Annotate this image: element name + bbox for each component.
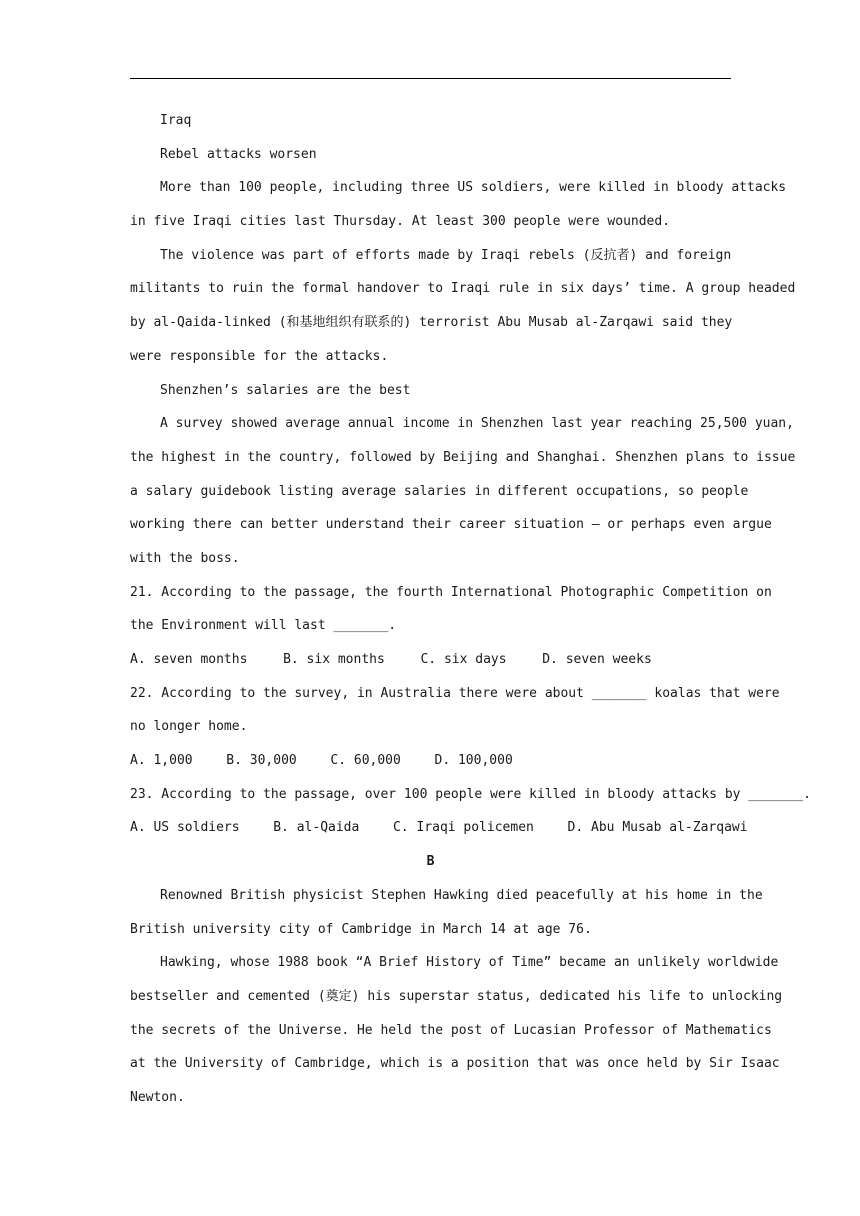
question-23-options — [130, 811, 748, 845]
option-a: A. US soldiers — [130, 820, 240, 836]
option-b: B. 30,000 — [226, 753, 297, 769]
paragraph-line: a salary guidebook listing average salaries in different occupations, so people — [130, 483, 749, 499]
paragraph-line: in five Iraqi cities last Thursday. At least 300 people were wounded. — [130, 214, 671, 230]
question-21-stem: 21. According to the passage, the fourth International Photographic Competition on — [130, 584, 772, 600]
subheading-rebel-attacks: Rebel attacks worsen — [160, 146, 317, 162]
option-a: A. seven months — [130, 652, 248, 667]
paragraph-line: were responsible for the attacks. — [130, 348, 389, 364]
subheading-shenzhen-salaries: Shenzhen’s salaries are the best — [160, 382, 411, 398]
paragraph-line: with the boss. — [130, 550, 240, 566]
question-22-stem: 22. According to the survey, in Australia there were about _______ koalas that were — [130, 685, 780, 701]
paragraph-line: Renowned British physicist Stephen Hawking died peacefully at his home in the — [160, 887, 763, 903]
paragraph-line: More than 100 people, including three US soldiers, were killed in bloody attacks — [160, 180, 787, 196]
question-21-stem-cont: the Environment will last _______. — [130, 618, 397, 634]
section-heading-iraq: Iraq — [160, 113, 192, 128]
paragraph-line: by al-Qaida-linked (和基地组织有联系的) terrorist Abu Musab al-Zarqawi said they — [130, 315, 733, 331]
option-c: C. 60,000 — [330, 753, 401, 769]
paragraph-line: the secrets of the Universe. He held the post of Lucasian Professor of Mathematics — [130, 1022, 772, 1038]
paragraph-line: Hawking, whose 1988 book “A Brief History of Time” became an unlikely worldwide — [160, 955, 779, 971]
paragraph-line: working there can better understand their career situation — or perhaps even argue — [130, 517, 772, 533]
header-rule — [130, 78, 731, 79]
document-body — [130, 104, 811, 1115]
option-b: B. al-Qaida — [273, 820, 360, 836]
paragraph-line: Newton. — [130, 1089, 185, 1105]
question-22-options — [130, 744, 731, 778]
option-c: C. six days — [420, 652, 507, 667]
question-22-stem-cont: no longer home. — [130, 719, 248, 735]
question-21-options — [130, 643, 731, 677]
paragraph-line: British university city of Cambridge in March 14 at age 76. — [130, 921, 592, 937]
option-b: B. six months — [283, 652, 385, 667]
option-d: D. Abu Musab al-Zarqawi — [567, 820, 748, 836]
paragraph-line: bestseller and cemented (奠定) his superstar status, dedicated his life to unlocking — [130, 988, 783, 1004]
option-a: A. 1,000 — [130, 753, 193, 769]
paragraph-line: militants to ruin the formal handover to Iraqi rule in six days’ time. A group headed — [130, 281, 796, 297]
option-d: D. 100,000 — [434, 753, 513, 769]
paragraph-line: The violence was part of efforts made by Iraqi rebels (反抗者) and foreign — [160, 247, 732, 263]
option-d: D. seven weeks — [542, 652, 652, 667]
paragraph-line: at the University of Cambridge, which is a position that was once held by Sir Isaac — [130, 1056, 780, 1072]
question-23-stem: 23. According to the passage, over 100 people were killed in bloody attacks by _______. — [130, 786, 811, 802]
paragraph-line: the highest in the country, followed by Beijing and Shanghai. Shenzhen plans to issue — [130, 449, 796, 465]
option-c: C. Iraqi policemen — [392, 820, 534, 836]
section-b-label: B — [426, 854, 435, 870]
paragraph-line: A survey showed average annual income in Shenzhen last year reaching 25,500 yuan, — [160, 416, 794, 432]
